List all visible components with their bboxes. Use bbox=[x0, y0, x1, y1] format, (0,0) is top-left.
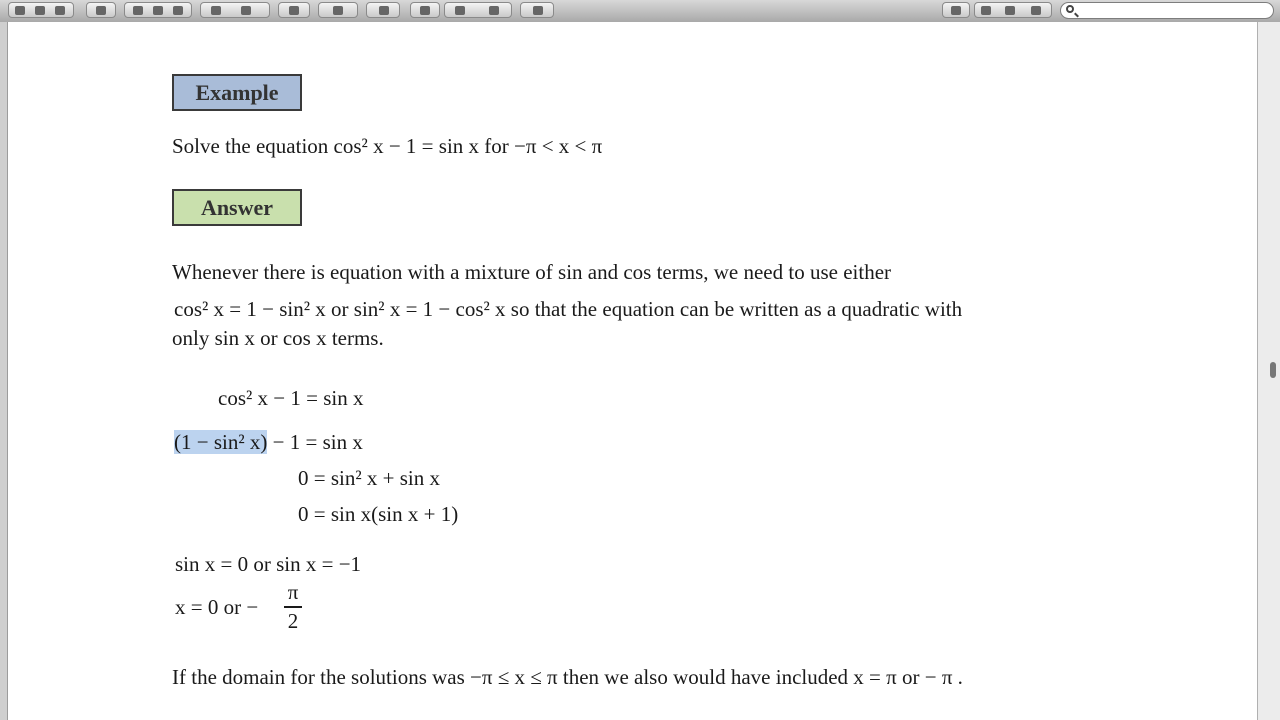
toolbar-icon-16 bbox=[533, 6, 543, 15]
solution-line-1: sin x = 0 or sin x = −1 bbox=[175, 552, 362, 576]
toolbar-icon-18 bbox=[981, 6, 991, 15]
working-step-4: 0 = sin x(sin x + 1) bbox=[298, 502, 459, 526]
toolbar-icon-11 bbox=[333, 6, 343, 15]
toolbar-icon-1 bbox=[15, 6, 25, 15]
solution-line-2: x = 0 or − bbox=[175, 595, 259, 619]
answer-label: Answer bbox=[172, 189, 302, 226]
paragraph-line-3: only sin x or cos x terms. bbox=[172, 326, 384, 350]
scrollbar-thumb[interactable] bbox=[1270, 362, 1276, 378]
highlighted-selection: (1 − sin² x) bbox=[174, 430, 268, 454]
closing-text: If the domain for the solutions was −π ≤ x ≤ π then we also would have included x = π or − π . bbox=[172, 665, 963, 689]
toolbar-icon-12 bbox=[379, 6, 389, 15]
toolbar-icon-5 bbox=[133, 6, 143, 15]
working-step-2-rest: − 1 = sin x bbox=[267, 430, 363, 454]
toolbar-icon-14 bbox=[455, 6, 465, 15]
paragraph-line-2: cos² x = 1 − sin² x or sin² x = 1 − cos² x so that the equation can be written as a quadratic with bbox=[174, 297, 963, 321]
toolbar-group-12[interactable] bbox=[974, 2, 1052, 18]
working-step-1: cos² x − 1 = sin x bbox=[218, 386, 364, 410]
toolbar-group-3[interactable] bbox=[124, 2, 192, 18]
toolbar-icon-7 bbox=[173, 6, 183, 15]
toolbar-icon-8 bbox=[211, 6, 221, 15]
question-text: Solve the equation cos² x − 1 = sin x for −π < x < π bbox=[172, 134, 603, 158]
fraction-bar bbox=[284, 606, 302, 608]
toolbar-icon-3 bbox=[55, 6, 65, 15]
search-icon bbox=[1066, 5, 1074, 13]
toolbar bbox=[0, 0, 1280, 23]
toolbar-icon-10 bbox=[289, 6, 299, 15]
toolbar-icon-20 bbox=[1031, 6, 1041, 15]
document-page bbox=[8, 22, 1257, 720]
toolbar-group-8[interactable] bbox=[410, 2, 440, 18]
pi-over-2-fraction bbox=[284, 580, 302, 634]
toolbar-group-2[interactable] bbox=[86, 2, 116, 18]
toolbar-icon-6 bbox=[153, 6, 163, 15]
toolbar-group-9[interactable] bbox=[444, 2, 512, 18]
example-label: Example bbox=[172, 74, 302, 111]
toolbar-icon-2 bbox=[35, 6, 45, 15]
search-input[interactable] bbox=[1060, 2, 1274, 19]
toolbar-icon-9 bbox=[241, 6, 251, 15]
toolbar-group-10[interactable] bbox=[520, 2, 554, 18]
page-margin-left bbox=[0, 22, 8, 720]
fraction-numerator: π bbox=[287, 580, 299, 604]
toolbar-group-6[interactable] bbox=[318, 2, 358, 18]
toolbar-icon-15 bbox=[489, 6, 499, 15]
toolbar-icon-13 bbox=[420, 6, 430, 15]
toolbar-icon-17 bbox=[951, 6, 961, 15]
fraction-denominator: 2 bbox=[287, 609, 299, 633]
working-step-2 bbox=[174, 430, 363, 455]
toolbar-icon-19 bbox=[1005, 6, 1015, 15]
toolbar-group-7[interactable] bbox=[366, 2, 400, 18]
working-step-3: 0 = sin² x + sin x bbox=[298, 466, 440, 490]
paragraph-line-1: Whenever there is equation with a mixture of sin and cos terms, we need to use either bbox=[172, 260, 892, 284]
toolbar-group-11[interactable] bbox=[942, 2, 970, 18]
toolbar-group-5[interactable] bbox=[278, 2, 310, 18]
toolbar-group-1[interactable] bbox=[8, 2, 74, 18]
toolbar-icon-4 bbox=[96, 6, 106, 15]
scrollbar[interactable] bbox=[1257, 22, 1280, 720]
toolbar-group-4[interactable] bbox=[200, 2, 270, 18]
